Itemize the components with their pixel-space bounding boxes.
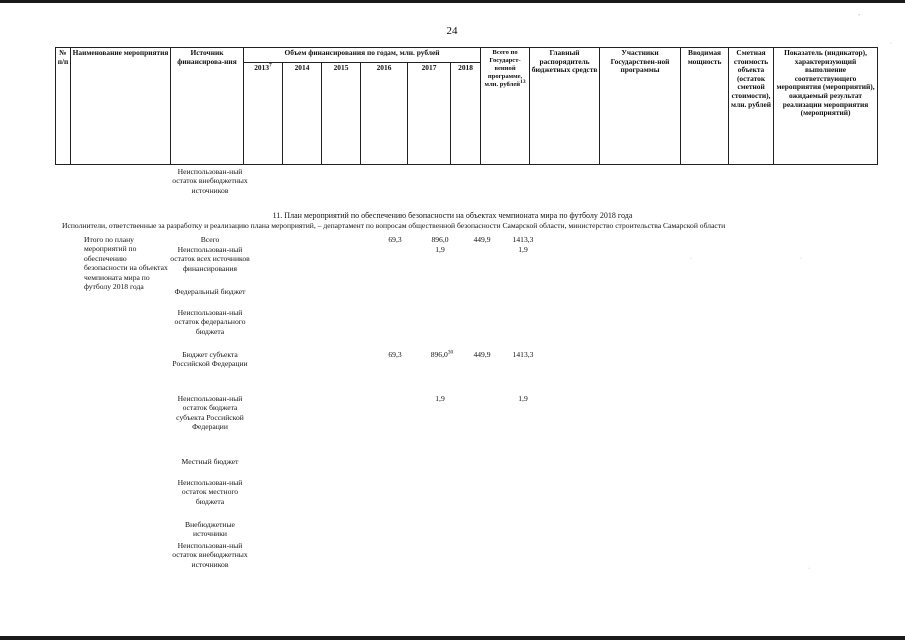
table-header bbox=[55, 47, 878, 165]
row-source-unused-extrabudgetary: Неиспользован-ный остаток внебюджетных источников bbox=[172, 541, 248, 569]
row-unused-regional-2017: 1,9 bbox=[435, 394, 445, 403]
row-regional-2017: 896,0$^{30}$ bbox=[430, 349, 454, 359]
header-year-2013: 2013$^7$ bbox=[244, 63, 283, 165]
header-program-total: Всего по Государст-венной программе, млн. рублей$^{13}$ bbox=[481, 48, 530, 165]
header-year-2017: 2017 bbox=[408, 63, 451, 165]
header-capacity: Вводимая мощность bbox=[681, 48, 729, 165]
scan-speck: · bbox=[800, 256, 802, 262]
bottom-edge-bar bbox=[0, 636, 905, 640]
row-source-unused-regional: Неиспользован-ный остаток бюджета субъекта Российской Федерации bbox=[176, 394, 244, 432]
row-source-unused-local: Неиспользован-ный остаток местного бюджета bbox=[177, 478, 243, 506]
page-number: 24 bbox=[446, 25, 458, 37]
row-source-federal: Федеральный бюджет bbox=[174, 287, 246, 296]
header-year-2015: 2015 bbox=[322, 63, 361, 165]
row-total-2017: 896,0 bbox=[431, 235, 449, 244]
row-regional-2016: 69,3 bbox=[388, 350, 402, 359]
carryover-source-cell: Неиспользован-ный остаток внебюджетных источников bbox=[172, 167, 248, 195]
top-edge-bar bbox=[0, 0, 905, 3]
row-total-2018: 449,9 bbox=[473, 235, 491, 244]
row-regional-program: 1413,3 bbox=[512, 350, 534, 359]
row-regional-2018: 449,9 bbox=[473, 350, 491, 359]
scan-speck: · bbox=[808, 566, 810, 572]
header-number: № п/п bbox=[56, 48, 71, 165]
row-source-local: Местный бюджет bbox=[181, 457, 239, 466]
section-executors: Исполнители, ответственные за разработку и реализацию плана мероприятий, – департамент по вопросам общественной безопасности Самарской области, министерство строительства Самарской области bbox=[62, 221, 726, 230]
row-source-extrabudgetary: Внебюджетные источники bbox=[185, 520, 235, 539]
scan-speck: ’ bbox=[858, 14, 860, 20]
row-source-regional: Бюджет субъекта Российской Федерации bbox=[172, 350, 248, 369]
row-source-total: Всего bbox=[200, 235, 220, 244]
row-measure-name: Итого по плану мероприятий по обеспечению безопасности на объектах чемпионата мира по футболу 2018 года bbox=[84, 235, 168, 292]
header-year-2018: 2018 bbox=[451, 63, 481, 165]
row-source-unused-all: Неиспользован-ный остаток всех источников финансирования bbox=[170, 245, 250, 273]
scan-speck: · bbox=[690, 256, 692, 262]
header-indicator: Показатель (индикатор), характеризующий выполнение соответствующего мероприятия (мероприятий), ожидаемый результат реализации мероприятия (мероприятий) bbox=[774, 48, 878, 165]
header-year-2014: 2014 bbox=[283, 63, 322, 165]
header-estimated-cost: Сметная стоимость объекта (остаток сметной стоимости), млн. рублей bbox=[729, 48, 774, 165]
row-unused-all-program: 1,9 bbox=[518, 245, 528, 254]
header-budget-administrator: Главный распорядитель бюджетных средств bbox=[530, 48, 600, 165]
header-participants: Участники Государствен-ной программы bbox=[600, 48, 681, 165]
header-funding-volume: Объем финансирования по годам, млн. рублей bbox=[244, 48, 481, 63]
row-unused-all-2017: 1,9 bbox=[435, 245, 445, 254]
row-total-program: 1413,3 bbox=[512, 235, 534, 244]
row-source-unused-federal: Неиспользован-ный остаток федерального бюджета bbox=[174, 308, 246, 336]
header-measure-name: Наименование мероприятия bbox=[71, 48, 171, 165]
row-total-2016: 69,3 bbox=[388, 235, 402, 244]
scan-speck: · bbox=[890, 41, 892, 47]
section-title: 11. План мероприятий по обеспечению безопасности на объектах чемпионата мира по футболу 2018 года bbox=[272, 211, 633, 220]
header-year-2016: 2016 bbox=[361, 63, 408, 165]
header-funding-source: Источник финансирова-ния bbox=[171, 48, 244, 165]
row-unused-regional-program: 1,9 bbox=[518, 394, 528, 403]
